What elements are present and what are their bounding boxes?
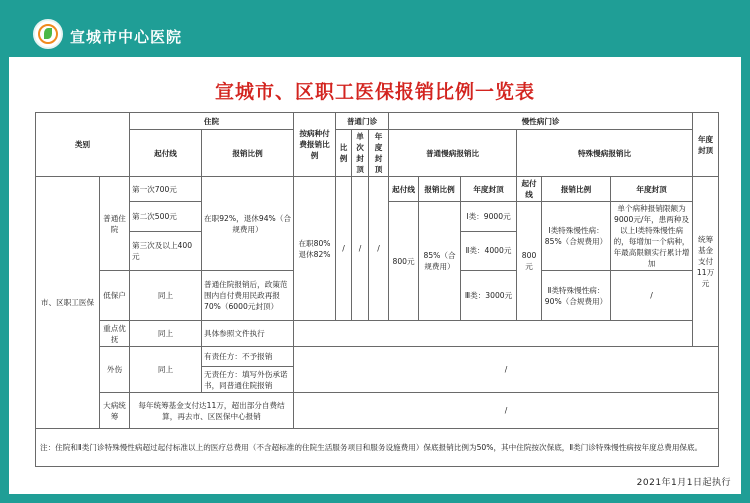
special-chronic-threshold: 800元 (517, 202, 542, 321)
header-year-cap: 年度封顶 (693, 113, 719, 177)
row-label-special-care: 重点优抚 (100, 321, 130, 347)
header-common-chronic: 普通慢病报销比 (389, 130, 517, 177)
type-payment-ratio: 在职80% 退休82% (294, 177, 336, 321)
header-inpatient: 住院 (130, 113, 294, 130)
ratio-injury-liable: 有责任方：不予报销 (202, 347, 294, 367)
special-chronic-ratio-1: Ⅰ类特殊慢性病：85%（合规费用） (542, 202, 611, 271)
row-label-general: 普通住院 (100, 177, 130, 271)
header-special-chronic: 特殊慢病报销比 (517, 130, 693, 177)
header-ratio: 报销比例 (202, 130, 294, 177)
app-header (0, 0, 750, 52)
header-op-year-cap: 年度封顶 (369, 130, 389, 177)
effective-date: 2021年1月1日起执行 (636, 478, 731, 488)
threshold-first: 第一次700元 (130, 177, 202, 202)
sub-header-special-cap: 年度封顶 (611, 177, 693, 202)
special-chronic-cap: 单个病种报销限额为9000元/年，患两种及以上Ⅰ类特殊慢性病的，每增加一个病种，年最高限额实行累计增加 (611, 202, 693, 271)
sub-header-special-ratio: 报销比例 (542, 177, 611, 202)
special-chronic-slash: / (611, 271, 693, 321)
hospital-logo-icon (33, 19, 63, 49)
row-label-injury: 外伤 (100, 347, 130, 393)
header-category: 类别 (36, 113, 130, 177)
threshold-third: 第三次及以上400元 (130, 231, 202, 270)
op-ratio-slash: / (336, 177, 352, 321)
footnote: 注：住院和Ⅱ类门诊特殊慢性病超过起付标准以上的医疗总费用（不含超标准的住院生活服务项目和服务设施费用）保底报销比例为50%，其中住院按次保底，Ⅱ类门诊特殊慢性病按年度总费用保底。 (36, 429, 719, 467)
sub-header-common-ratio: 报销比例 (419, 177, 461, 202)
common-chronic-cap-2: Ⅱ类：4000元 (461, 231, 517, 270)
ratio-special-care: 具体参照文件执行 (202, 321, 294, 347)
injury-slash: / (294, 347, 719, 393)
header-op-single-cap: 单次封顶 (352, 130, 369, 177)
header-chronic-outpatient: 慢性病门诊 (389, 113, 693, 130)
special-chronic-ratio-2: Ⅱ类特殊慢性病：90%（合规费用） (542, 271, 611, 321)
row-label-low-income: 低保户 (100, 271, 130, 321)
header-type-payment: 按病种付费报销比例 (294, 113, 336, 177)
overall-cap: 统筹基金支付11万元 (693, 177, 719, 347)
common-chronic-cap-1: Ⅰ类：9000元 (461, 202, 517, 232)
critical-text: 每年统筹基金支付达11万，超出部分自费结算，再去市、区医保中心报销 (130, 393, 294, 429)
critical-slash: / (294, 393, 719, 429)
row-label-critical: 大病统筹 (100, 393, 130, 429)
common-chronic-ratio: 85%（合规费用） (419, 202, 461, 321)
sub-header-special-threshold: 起付线 (517, 177, 542, 202)
common-chronic-cap-3: Ⅲ类：3000元 (461, 271, 517, 321)
header-threshold: 起付线 (130, 130, 202, 177)
op-year-cap-slash: / (369, 177, 389, 321)
reimbursement-table (35, 112, 719, 467)
header-op-ratio: 比例 (336, 130, 352, 177)
hospital-name: 宣城市中心医院 (70, 28, 183, 46)
ratio-general: 在职92%，退休94%（合规费用） (202, 177, 294, 271)
threshold-special-care: 同上 (130, 321, 202, 347)
special-care-blank (294, 321, 693, 347)
group-label: 市、区职工医保 (36, 177, 100, 429)
threshold-second: 第二次500元 (130, 202, 202, 232)
document-panel (9, 57, 741, 494)
ratio-low-income: 普通住院报销后，政策范围内自付费用民政再报70%（6000元封顶） (202, 271, 294, 321)
sub-header-threshold: 起付线 (389, 177, 419, 202)
threshold-low-income: 同上 (130, 271, 202, 321)
ratio-injury-no-liable: 无责任方：填写外伤承诺书，同普通住院报销 (202, 367, 294, 393)
header-outpatient: 普通门诊 (336, 113, 389, 130)
op-single-cap-slash: / (352, 177, 369, 321)
sub-header-annual-cap: 年度封顶 (461, 177, 517, 202)
common-chronic-threshold: 800元 (389, 202, 419, 321)
document-title: 宣城市、区职工医保报销比例一览表 (214, 81, 535, 103)
threshold-injury: 同上 (130, 347, 202, 393)
